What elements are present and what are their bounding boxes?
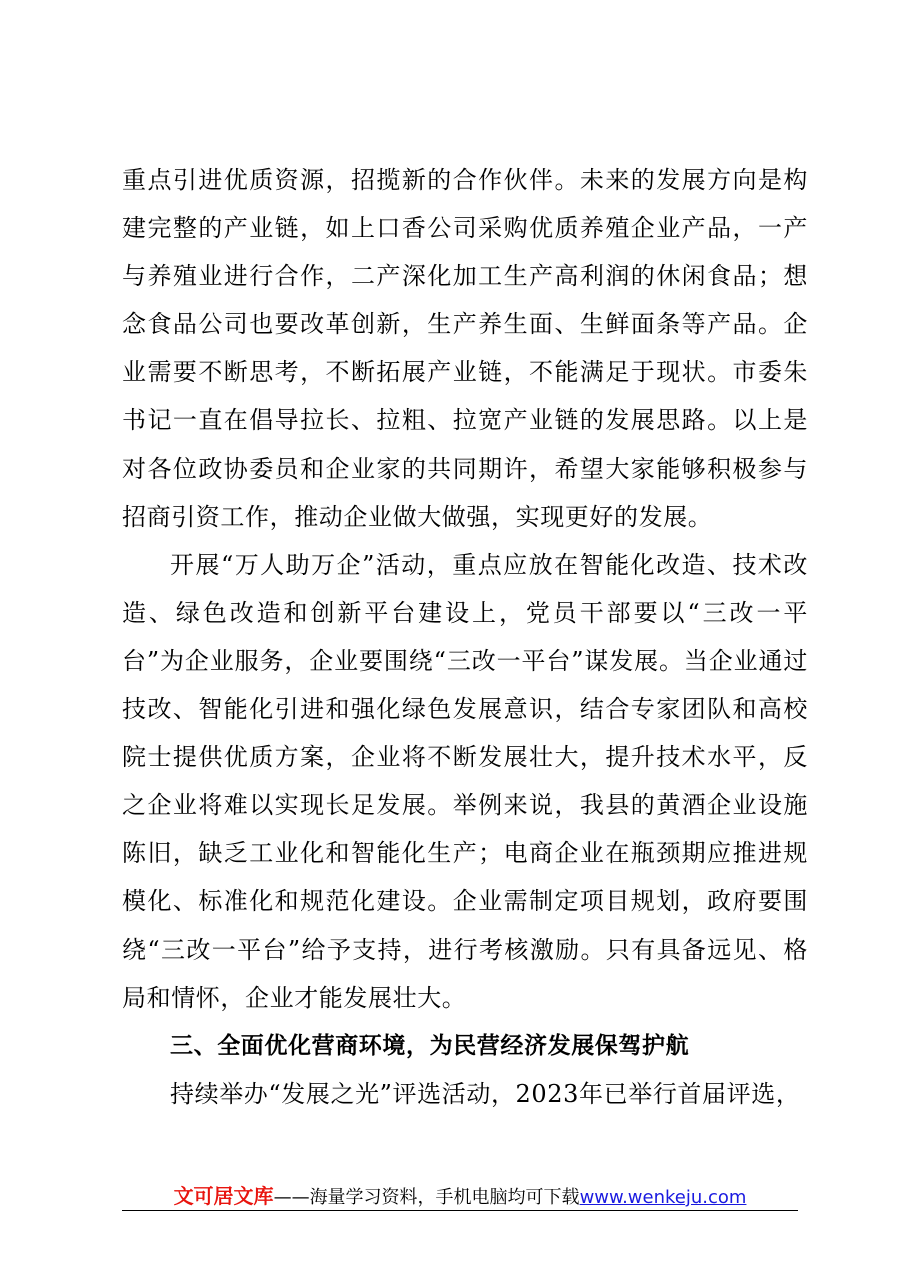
footer-divider (122, 1210, 798, 1211)
paragraph-2: 开展“万人助万企”活动，重点应放在智能化改造、技术改造、绿色改造和创新平台建设上，党员干部要以“三改一平台”为企业服务，企业要围绕“三改一平台”谋发展。当企业通过技改、智能化引进和强化绿色发展意识，结合专家团队和高校院士提供优质方案，企业将不断发展壮大，提升技术水平，反之企业将难以实现长足发展。举例来说，我县的黄酒企业设施陈旧，缺乏工业化和智能化生产；电商企业在瓶颈期应推进规模化、标准化和规范化建设。企业需制定项目规划，政府要围绕“三改一平台”给予支持，进行考核激励。只有具备远见、格局和情怀，企业才能发展壮大。 (122, 550, 808, 1012)
paragraph-3: 持续举办“发展之光”评选活动，2023年已举行首届评选， (170, 1079, 801, 1108)
footer-website-link[interactable]: www.wenkeju.com (579, 1187, 747, 1208)
page-footer (122, 1180, 798, 1212)
paragraph-1: 重点引进优质资源，招揽新的合作伙伴。未来的发展方向是构建完整的产业链，如上口香公司采购优质养殖企业产品，一产与养殖业进行合作，二产深化加工生产高利润的休闲食品；想念食品公司也要改革创新，生产养生面、生鲜面条等产品。企业需要不断思考，不断拓展产业链，不能满足于现状。市委朱书记一直在倡导拉长、拉粗、拉宽产业链的发展思路。以上是对各位政协委员和企业家的共同期许，希望大家能够积极参与招商引资工作，推动企业做大做强，实现更好的发展。 (122, 166, 808, 531)
document-body (122, 156, 808, 1118)
footer-slogan: ——海量学习资料，手机电脑均可下载 (273, 1187, 580, 1208)
footer-brand: 文可居文库 (173, 1184, 274, 1208)
section-heading: 三、全面优化营商环境，为民营经济发展保驾护航 (170, 1032, 690, 1059)
